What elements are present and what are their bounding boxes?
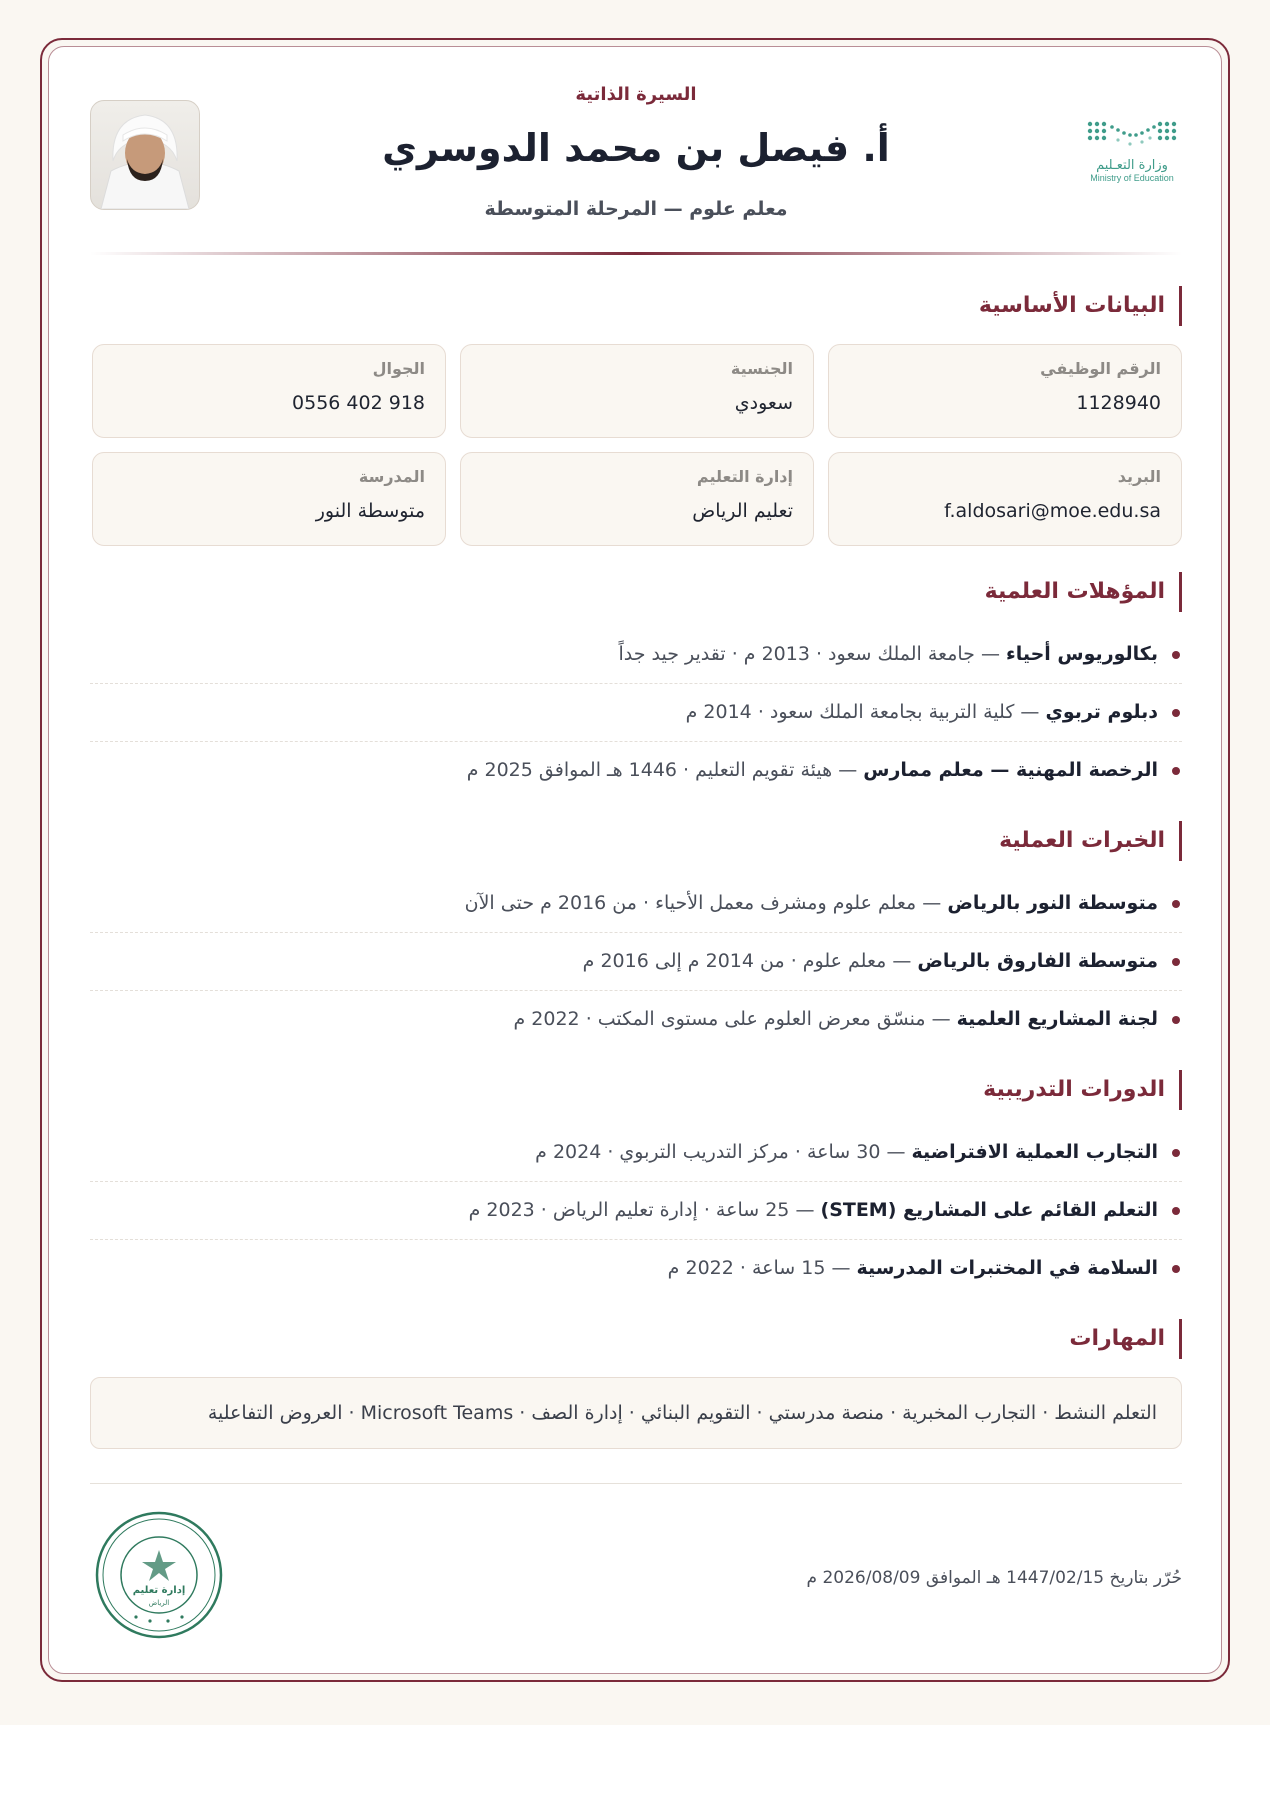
cv-document bbox=[90, 60, 1182, 1664]
info-card-value: f.aldosari@moe.edu.sa bbox=[944, 500, 1161, 522]
person-name: أ. فيصل بن محمد الدوسري bbox=[382, 126, 890, 170]
basic-info-title: البيانات الأساسية bbox=[90, 286, 1182, 326]
item-title: الرخصة المهنية — معلم ممارس bbox=[863, 759, 1158, 781]
info-card-school bbox=[92, 452, 446, 546]
ministry-logo bbox=[1082, 116, 1182, 196]
stamp-ring-text bbox=[94, 1510, 100, 1513]
info-card-employee-id bbox=[828, 344, 1182, 438]
experience-section bbox=[90, 821, 1182, 1048]
item-title: متوسطة الفاروق بالرياض bbox=[917, 950, 1158, 972]
info-card-email bbox=[828, 452, 1182, 546]
item-detail: — هيئة تقويم التعليم · 1446 هـ الموافق 2025 م bbox=[466, 759, 864, 781]
list-item bbox=[90, 1124, 1182, 1182]
courses-section bbox=[90, 1070, 1182, 1297]
cv-footer bbox=[90, 1484, 1182, 1664]
list-item bbox=[90, 875, 1182, 933]
bullet-icon bbox=[1172, 767, 1180, 775]
qualifications-list bbox=[90, 626, 1182, 799]
bullet-icon bbox=[1172, 1265, 1180, 1273]
item-title: دبلوم تربوي bbox=[1045, 701, 1158, 723]
ministry-name-arabic: وزارة التعـليم bbox=[1096, 158, 1168, 173]
info-card-label: الجوال bbox=[372, 359, 425, 378]
item-detail: — جامعة الملك سعود · 2013 م · تقدير جيد جداً bbox=[618, 643, 1006, 665]
profile-photo bbox=[90, 100, 200, 210]
item-detail: — منسّق معرض العلوم على مستوى المكتب · 2022 م bbox=[513, 1008, 957, 1030]
skills-section bbox=[90, 1319, 1182, 1449]
item-title: التعلم القائم على المشاريع (STEM) bbox=[820, 1199, 1158, 1221]
bullet-icon bbox=[1172, 900, 1180, 908]
person-portrait-icon bbox=[91, 101, 199, 209]
basic-info-section bbox=[90, 286, 1182, 546]
info-card-label: إدارة التعليم bbox=[696, 467, 793, 486]
info-card-value: سعودي bbox=[734, 392, 793, 414]
list-item bbox=[90, 1182, 1182, 1240]
list-item bbox=[90, 684, 1182, 742]
ministry-dots-icon bbox=[1082, 116, 1182, 152]
qualifications-title: المؤهلات العلمية bbox=[90, 572, 1182, 612]
info-card-mobile bbox=[92, 344, 446, 438]
bullet-icon bbox=[1172, 709, 1180, 717]
info-card-value: تعليم الرياض bbox=[692, 500, 793, 522]
official-stamp bbox=[94, 1510, 224, 1640]
bullet-icon bbox=[1172, 1207, 1180, 1215]
stamp-seal-icon bbox=[94, 1510, 224, 1640]
info-card-label: الجنسية bbox=[730, 359, 793, 378]
experience-title: الخبرات العملية bbox=[90, 821, 1182, 861]
item-title: بكالوريوس أحياء bbox=[1006, 643, 1158, 665]
cv-header bbox=[90, 60, 1182, 260]
courses-list bbox=[90, 1124, 1182, 1297]
skills-box: التعلم النشط · التجارب المخبرية · منصة مدرستي · التقويم البنائي · إدارة الصف · Microsoft Teams · العروض التفاعلية bbox=[90, 1377, 1182, 1449]
job-title: معلم علوم — المرحلة المتوسطة bbox=[484, 198, 788, 220]
stamp-sublabel: الرياض bbox=[148, 1599, 170, 1607]
svg-text:الإدارة العامة للتعليم · منطقة bbox=[94, 1510, 100, 1513]
experience-list bbox=[90, 875, 1182, 1048]
info-card-value: 1128940 bbox=[1076, 392, 1161, 414]
item-detail: — كلية التربية بجامعة الملك سعود · 2014 م bbox=[685, 701, 1046, 723]
item-detail: — 30 ساعة · مركز التدريب التربوي · 2024 م bbox=[535, 1141, 912, 1163]
info-card-label: المدرسة bbox=[358, 467, 425, 486]
info-card-label: البريد bbox=[1117, 467, 1161, 486]
bullet-icon bbox=[1172, 1149, 1180, 1157]
document-label: السيرة الذاتية bbox=[575, 84, 697, 105]
bullet-icon bbox=[1172, 958, 1180, 966]
list-item bbox=[90, 742, 1182, 799]
list-item bbox=[90, 991, 1182, 1048]
qualifications-section bbox=[90, 572, 1182, 799]
item-detail: — 25 ساعة · إدارة تعليم الرياض · 2023 م bbox=[468, 1199, 821, 1221]
header-divider bbox=[90, 252, 1182, 255]
info-card-value: 0556 402 918 bbox=[292, 392, 425, 414]
item-title: متوسطة النور بالرياض bbox=[947, 892, 1158, 914]
info-card-nationality bbox=[460, 344, 814, 438]
list-item bbox=[90, 933, 1182, 991]
skills-title: المهارات bbox=[90, 1319, 1182, 1359]
issue-date: حُرّر بتاريخ 1447/02/15 هـ الموافق 2026/08/09 م bbox=[806, 1568, 1182, 1588]
item-title: لجنة المشاريع العلمية bbox=[956, 1008, 1158, 1030]
list-item bbox=[90, 1240, 1182, 1297]
ministry-name-english: Ministry of Education bbox=[1090, 173, 1174, 183]
info-card-label: الرقم الوظيفي bbox=[1040, 359, 1161, 378]
item-title: التجارب العملية الافتراضية bbox=[911, 1141, 1158, 1163]
info-card-value: متوسطة النور bbox=[315, 500, 425, 522]
item-detail: — معلم علوم · من 2014 م إلى 2016 م bbox=[582, 950, 918, 972]
stamp-label: إدارة تعليم bbox=[132, 1585, 186, 1596]
bullet-icon bbox=[1172, 1016, 1180, 1024]
list-item bbox=[90, 626, 1182, 684]
item-detail: — معلم علوم ومشرف معمل الأحياء · من 2016 م حتى الآن bbox=[464, 892, 948, 914]
basic-info-grid bbox=[90, 344, 1182, 546]
bullet-icon bbox=[1172, 651, 1180, 659]
courses-title: الدورات التدريبية bbox=[90, 1070, 1182, 1110]
item-detail: — 15 ساعة · 2022 م bbox=[667, 1257, 857, 1279]
item-title: السلامة في المختبرات المدرسية bbox=[856, 1257, 1158, 1279]
info-card-education-office bbox=[460, 452, 814, 546]
